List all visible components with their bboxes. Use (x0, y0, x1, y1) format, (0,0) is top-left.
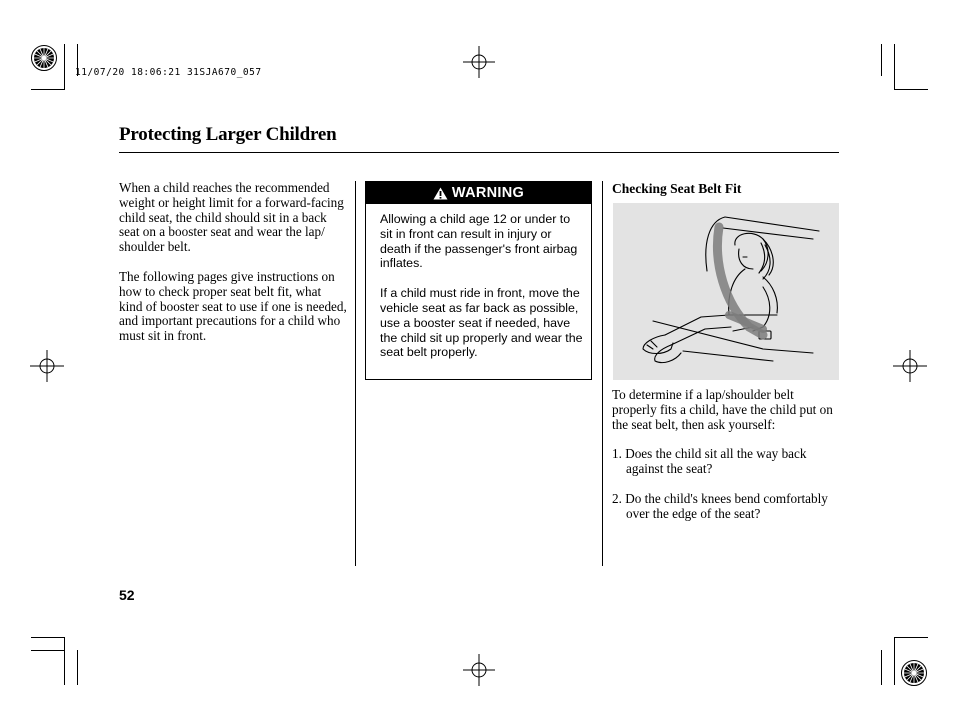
intro-paragraph: When a child reaches the recommended weight or height limit for a forward-facing child seat, the child should sit in a back seat on a booster seat and wear the lap/ shoulder belt. (119, 180, 344, 255)
color-target-icon (30, 44, 58, 72)
child-in-seat-belt-image (613, 203, 839, 380)
instructions-paragraph: The following pages give instructions on how to check proper seat belt fit, what kind of booster seat to use if one is needed, and important precautions for a child who must sit in front. (119, 268, 347, 344)
column-divider (602, 181, 603, 566)
page-number: 52 (119, 587, 135, 603)
registration-target-icon (30, 350, 64, 382)
registration-target-icon (893, 350, 927, 382)
question-item: 2. Do the child's knees bend comfortably over the edge of the seat? (612, 490, 828, 521)
color-target-icon (900, 659, 928, 687)
left-column (119, 181, 347, 359)
registration-target-icon (463, 654, 495, 686)
child-seat-belt-illustration (613, 203, 839, 380)
title-rule (119, 152, 839, 153)
warning-body (380, 212, 584, 375)
warning-label: WARNING (451, 185, 525, 201)
warning-paragraph: If a child must ride in front, move the vehicle seat as far back as possible, use a booster seat if needed, have the child sit up properly and wear the seat belt properly. (380, 286, 583, 360)
warning-box (365, 181, 592, 380)
print-code: 11/07/20 18:06:21 31SJA670_057 (75, 67, 262, 78)
right-column (612, 388, 840, 537)
registration-target-icon (463, 46, 495, 78)
column-divider (355, 181, 356, 566)
warning-triangle-icon (433, 187, 448, 200)
fit-intro-paragraph: To determine if a lap/shoulder belt properly fits a child, have the child put on the seat belt, then ask yourself: (612, 387, 833, 432)
warning-header (366, 182, 591, 204)
question-item: 1. Does the child sit all the way back against the seat? (612, 446, 807, 477)
subheading: Checking Seat Belt Fit (612, 181, 742, 196)
warning-paragraph: Allowing a child age 12 or under to sit in front can result in injury or death if the passenger's front airbag inflates. (380, 212, 578, 271)
page-title: Protecting Larger Children (119, 124, 337, 145)
